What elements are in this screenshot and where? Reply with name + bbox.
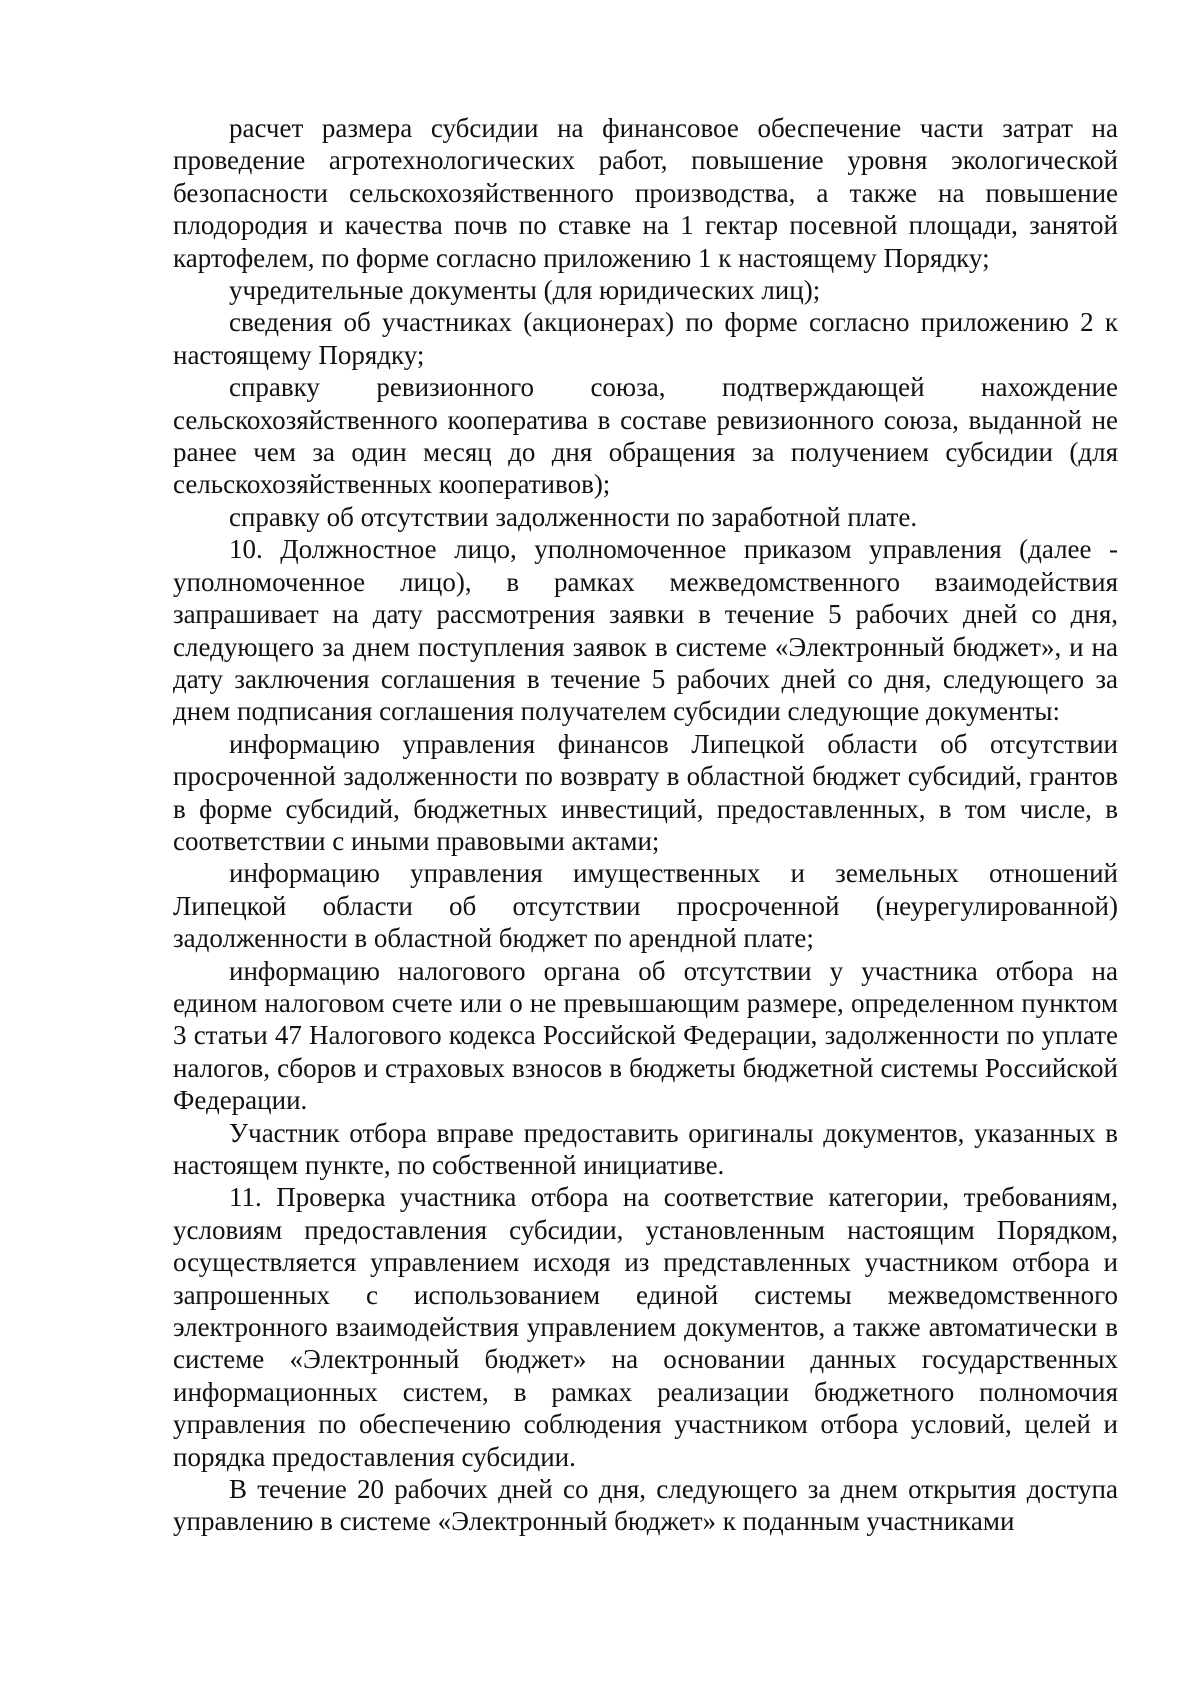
paragraph-audit-union-certificate: справку ревизионного союза, подтверждающей нахождение сельскохозяйственного кооператива в составе ревизионного союза, выданной не ранее чем за один месяц до дня обращения за получением субсидии (для сельскохозяйственных кооперативов); — [173, 372, 1118, 500]
paragraph-finance-department-info: информацию управления финансов Липецкой области об отсутствии просроченной задолженности по возврату в областной бюджет субсидий, грантов в форме субсидий, бюджетных инвестиций, предоставленных, в том числе, в соответствии с иными правовыми актами; — [173, 728, 1118, 856]
paragraph-property-department-info: информацию управления имущественных и земельных отношений Липецкой области об отсутствии просроченной (неурегулированной) задолженности в областной бюджет по арендной плате; — [173, 858, 1118, 954]
paragraph-item-11: 11. Проверка участника отбора на соответствие категории, требованиям, условиям предоставления субсидии, установленным настоящим Порядком, осуществляется управлением исходя из представленных участником отбора и запрошенных с использованием единой системы межведомственного электронного взаимодействия управлением документов, а также автоматически в системе «Электронный бюджет» на основании данных государственных информационных систем, в рамках реализации бюджетного полномочия управления по обеспечению соблюдения участником отбора условий, целей и порядка предоставления субсидии. — [173, 1182, 1118, 1472]
paragraph-review-period: В течение 20 рабочих дней со дня, следующего за днем открытия доступа управлению в системе «Электронный бюджет» к поданным участниками — [173, 1474, 1118, 1537]
paragraph-originals-right: Участник отбора вправе предоставить оригиналы документов, указанных в настоящем пункте, по собственной инициативе. — [173, 1117, 1118, 1180]
document-body — [173, 112, 1118, 1538]
paragraph-shareholders-info: сведения об участниках (акционерах) по форме согласно приложению 2 к настоящему Порядку; — [173, 307, 1118, 370]
paragraph-wage-arrears-certificate: справку об отсутствии задолженности по заработной плате. — [229, 501, 918, 532]
paragraph-calculation: расчет размера субсидии на финансовое обеспечение части затрат на проведение агротехнологических работ, повышение уровня экологической безопасности сельскохозяйственного производства, а также на повышение плодородия и качества почв по ставке на 1 гектар посевной площади, занятой картофелем, по форме согласно приложению 1 к настоящему Порядку; — [173, 113, 1118, 273]
paragraph-item-10: 10. Должностное лицо, уполномоченное приказом управления (далее - уполномоченное лицо), в рамках межведомственного взаимодействия запрашивает на дату рассмотрения заявки в течение 5 рабочих дней со дня, следующего за днем поступления заявок в системе «Электронный бюджет», и на дату заключения соглашения в течение 5 рабочих дней со дня, следующего за днем подписания соглашения получателем субсидии следующие документы: — [173, 534, 1118, 727]
paragraph-founding-documents: учредительные документы (для юридических лиц); — [229, 275, 821, 306]
paragraph-tax-authority-info: информацию налогового органа об отсутствии у участника отбора на едином налоговом счете или о не превышающим размере, определенном пунктом 3 статьи 47 Налогового кодекса Российской Федерации, задолженности по уплате налогов, сборов и страховых взносов в бюджеты бюджетной системы Российской Федерации. — [173, 955, 1118, 1116]
